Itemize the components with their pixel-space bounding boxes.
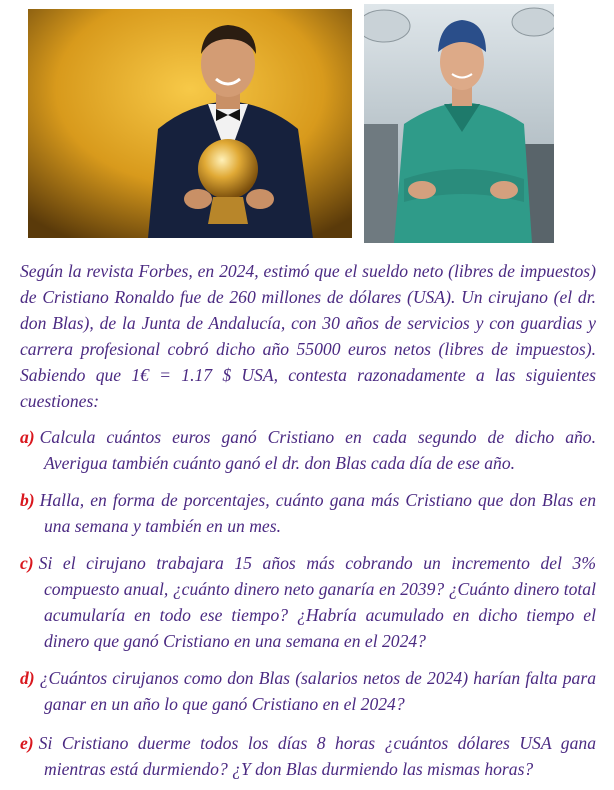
question-letter: c): [20, 553, 34, 573]
question-b: [20, 487, 596, 539]
question-letter: b): [20, 490, 35, 510]
ronaldo-ballon-dor-photo: [28, 9, 352, 238]
question-text: Calcula cuántos euros ganó Cristiano en cada segundo de dicho año. Averigua también cuánto ganó el dr. don Blas cada día de ese año.: [39, 427, 596, 473]
problem-statement: Según la revista Forbes, en 2024, estimó que el sueldo neto (libres de impuestos) de Cristiano Ronaldo fue de 260 millones de dólares (USA). Un cirujano (el dr. don Blas), de la Junta de Andalucía, con 30 años de servicios y con guardias y carrera profesional cobró dicho año 55000 euros netos (libres de impuestos). Sabiendo que 1€ = 1.17 $ USA, contesta razonadamente a las siguientes cuestiones:: [20, 261, 596, 411]
surgeon-photo: [364, 4, 554, 243]
question-text: Si Cristiano duerme todos los días 8 horas ¿cuántos dólares USA gana mientras está durmiendo? ¿Y don Blas durmiendo las mismas horas?: [38, 733, 596, 779]
ronaldo-ballon-dor-icon: [28, 9, 352, 238]
question-letter: d): [20, 668, 35, 688]
question-d: [20, 665, 596, 717]
question-c: [20, 550, 596, 654]
question-text: Si el cirujano trabajara 15 años más cobrando un incremento del 3% compuesto anual, ¿cuánto dinero neto ganaría en 2039? ¿Cuánto dinero total acumularía en todo ese tiempo? ¿Habría acumulado en dicho tiempo el dinero que ganó Cristiano en una semana en el 2024?: [38, 553, 596, 651]
question-letter: a): [20, 427, 35, 447]
question-letter: e): [20, 733, 34, 753]
surgeon-icon: [364, 4, 554, 243]
question-a: [20, 424, 596, 476]
question-text: Halla, en forma de porcentajes, cuánto gana más Cristiano que don Blas en una semana y también en un mes.: [39, 490, 596, 536]
question-text: ¿Cuántos cirujanos como don Blas (salarios netos de 2024) harían falta para ganar en un año lo que ganó Cristiano en el 2024?: [39, 668, 596, 714]
question-e: [20, 730, 596, 782]
